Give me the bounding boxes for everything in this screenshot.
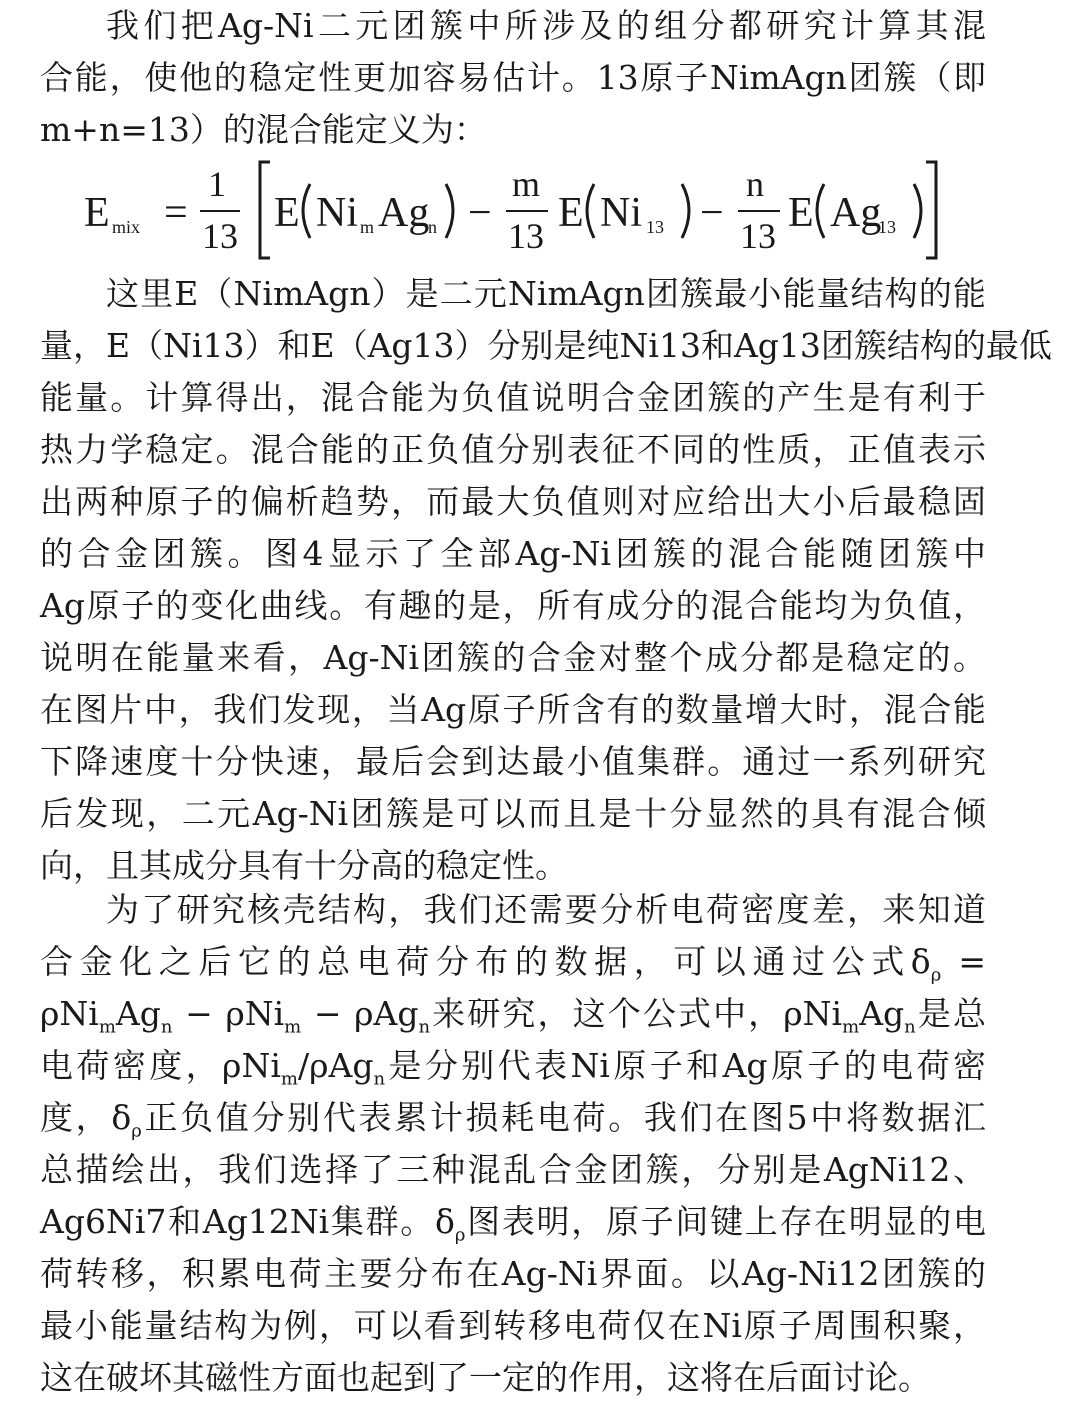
inline-text: Ag6Ni7和Ag12Ni集群。δ (40, 1202, 455, 1241)
formula-energy-symbol: E (788, 190, 814, 236)
formula-denominator-thirteen: 13 (740, 216, 776, 256)
subscript: m (280, 1068, 298, 1090)
paragraph-line: 总描绘出，我们选择了三种混乱合金团簇，分别是AgNi12、 (40, 1150, 986, 1189)
formula-ni: Ni (600, 190, 642, 236)
rho-subscript: ρ (930, 964, 942, 986)
paragraph-line: 下降速度十分快速，最后会到达最小值集群。通过一系列研究 (40, 742, 986, 781)
inline-text: − ρAg (301, 994, 419, 1033)
paragraph-line (40, 988, 986, 1040)
inline-text: 图表明，原子间键上存在明显的电 (465, 1202, 986, 1241)
inline-text: 合金化之后它的总电荷分布的数据，可以通过公式δ (40, 942, 931, 981)
formula-numerator-m: m (512, 164, 541, 204)
subscript: n (160, 1016, 173, 1038)
inline-text: 是总 (915, 994, 986, 1033)
paragraph-line: 量，E（Ni13）和E（Ag13）分别是纯Ni13和Ag13团簇结构的最低 (40, 326, 1052, 365)
paragraph-line (40, 1196, 986, 1248)
paragraph-line: 后发现，二元Ag-Ni团簇是可以而且是十分显然的具有混合倾 (40, 794, 986, 833)
equals-sign: = (941, 942, 987, 981)
paragraph-line: m+n=13）的混合能定义为： (40, 110, 487, 149)
paragraph-line: 这里E（NimAgn）是二元NimAgn团簇最小能量结构的能 (106, 274, 986, 313)
formula-energy-symbol: E (558, 190, 584, 236)
inline-text: 是分别代表Ni原子和Ag原子的电荷密 (385, 1046, 986, 1085)
formula-denominator-thirteen: 13 (508, 216, 544, 256)
paragraph-line: 出两种原子的偏析趋势，而最大负值则对应给出大小后最稳固 (40, 482, 986, 521)
inline-text: 来研究，这个公式中，ρNi (430, 994, 843, 1033)
formula-subscript-13: 13 (878, 217, 896, 237)
formula-numerator-n: n (746, 164, 764, 204)
formula-ag: Ag (378, 190, 430, 236)
inline-text: 正负值分别代表累计损耗电荷。我们在图5中将数据汇 (141, 1098, 986, 1137)
subscript: n (904, 1016, 916, 1038)
formula-subscript-m: m (360, 217, 375, 237)
inline-text: Ag (115, 994, 161, 1033)
subscript: n (418, 1016, 431, 1038)
paragraph-line: 的合金团簇。图4显示了全部Ag-Ni团簇的混合能随团簇中 (40, 534, 986, 573)
inline-text: /ρAg (297, 1046, 374, 1085)
formula-equals: = (164, 190, 188, 236)
formula-subscript-13: 13 (646, 217, 664, 237)
paragraph-line: 能量。计算得出，混合能为负值说明合金团簇的产生是有利于 (40, 378, 986, 417)
paragraph-line: 在图片中，我们发现，当Ag原子所含有的数量增大时，混合能 (40, 690, 986, 729)
subscript: n (373, 1068, 386, 1090)
formula-ag: Ag (830, 190, 882, 236)
formula-ni: Ni (316, 190, 358, 236)
subscript: m (284, 1016, 302, 1038)
paragraph-line: Ag原子的变化曲线。有趣的是，所有成分的混合能均为负值， (40, 586, 986, 625)
paragraph-line (40, 1040, 986, 1092)
inline-text: 度，δ (40, 1098, 132, 1137)
formula-energy-symbol: E (84, 190, 110, 236)
fraction-bar (506, 210, 548, 212)
paragraph-line: 最小能量结构为例，可以看到转移电荷仅在Ni原子周围积聚， (40, 1306, 986, 1345)
paragraph-line: 合能，使他的稳定性更加容易估计。13原子NimAgn团簇（即 (40, 58, 986, 97)
formula-subscript-n: n (428, 217, 437, 237)
fraction-bar (738, 210, 780, 212)
inline-text: − ρNi (172, 994, 285, 1033)
rho-subscript: ρ (131, 1120, 142, 1142)
inline-text: ρNi (40, 994, 99, 1033)
paragraph-line: 说明在能量来看，Ag-Ni团簇的合金对整个成分都是稳定的。 (40, 638, 986, 677)
inline-text: Ag (859, 994, 905, 1033)
formula-mix-subscript: mix (112, 217, 141, 237)
paragraph-line: 这在破坏其磁性方面也起到了一定的作用，这将在后面讨论。 (40, 1358, 931, 1397)
formula-minus: − (468, 190, 492, 236)
paragraph-line: 热力学稳定。混合能的正负值分别表征不同的性质，正值表示 (40, 430, 986, 469)
subscript: m (98, 1016, 116, 1038)
formula-minus: − (700, 190, 724, 236)
inline-text: 电荷密度，ρNi (40, 1046, 281, 1085)
paragraph-line (40, 1092, 986, 1144)
paragraph-line (40, 936, 986, 988)
paragraph-line: 向，且其成分具有十分高的稳定性。 (40, 846, 568, 885)
paragraph-line: 我们把Ag-Ni二元团簇中所涉及的组分都研究计算其混 (106, 6, 986, 45)
formula-denominator-thirteen: 13 (202, 216, 238, 256)
formula-numerator-one: 1 (208, 164, 226, 204)
formula-energy-symbol: E (274, 190, 300, 236)
rho-subscript: ρ (454, 1224, 466, 1246)
subscript: m (842, 1016, 860, 1038)
mixing-energy-formula (84, 160, 964, 264)
paragraph-line: 荷转移，积累电荷主要分布在Ag-Ni界面。以Ag-Ni12团簇的 (40, 1254, 986, 1293)
paragraph-line: 为了研究核壳结构，我们还需要分析电荷密度差，来知道 (106, 890, 986, 929)
